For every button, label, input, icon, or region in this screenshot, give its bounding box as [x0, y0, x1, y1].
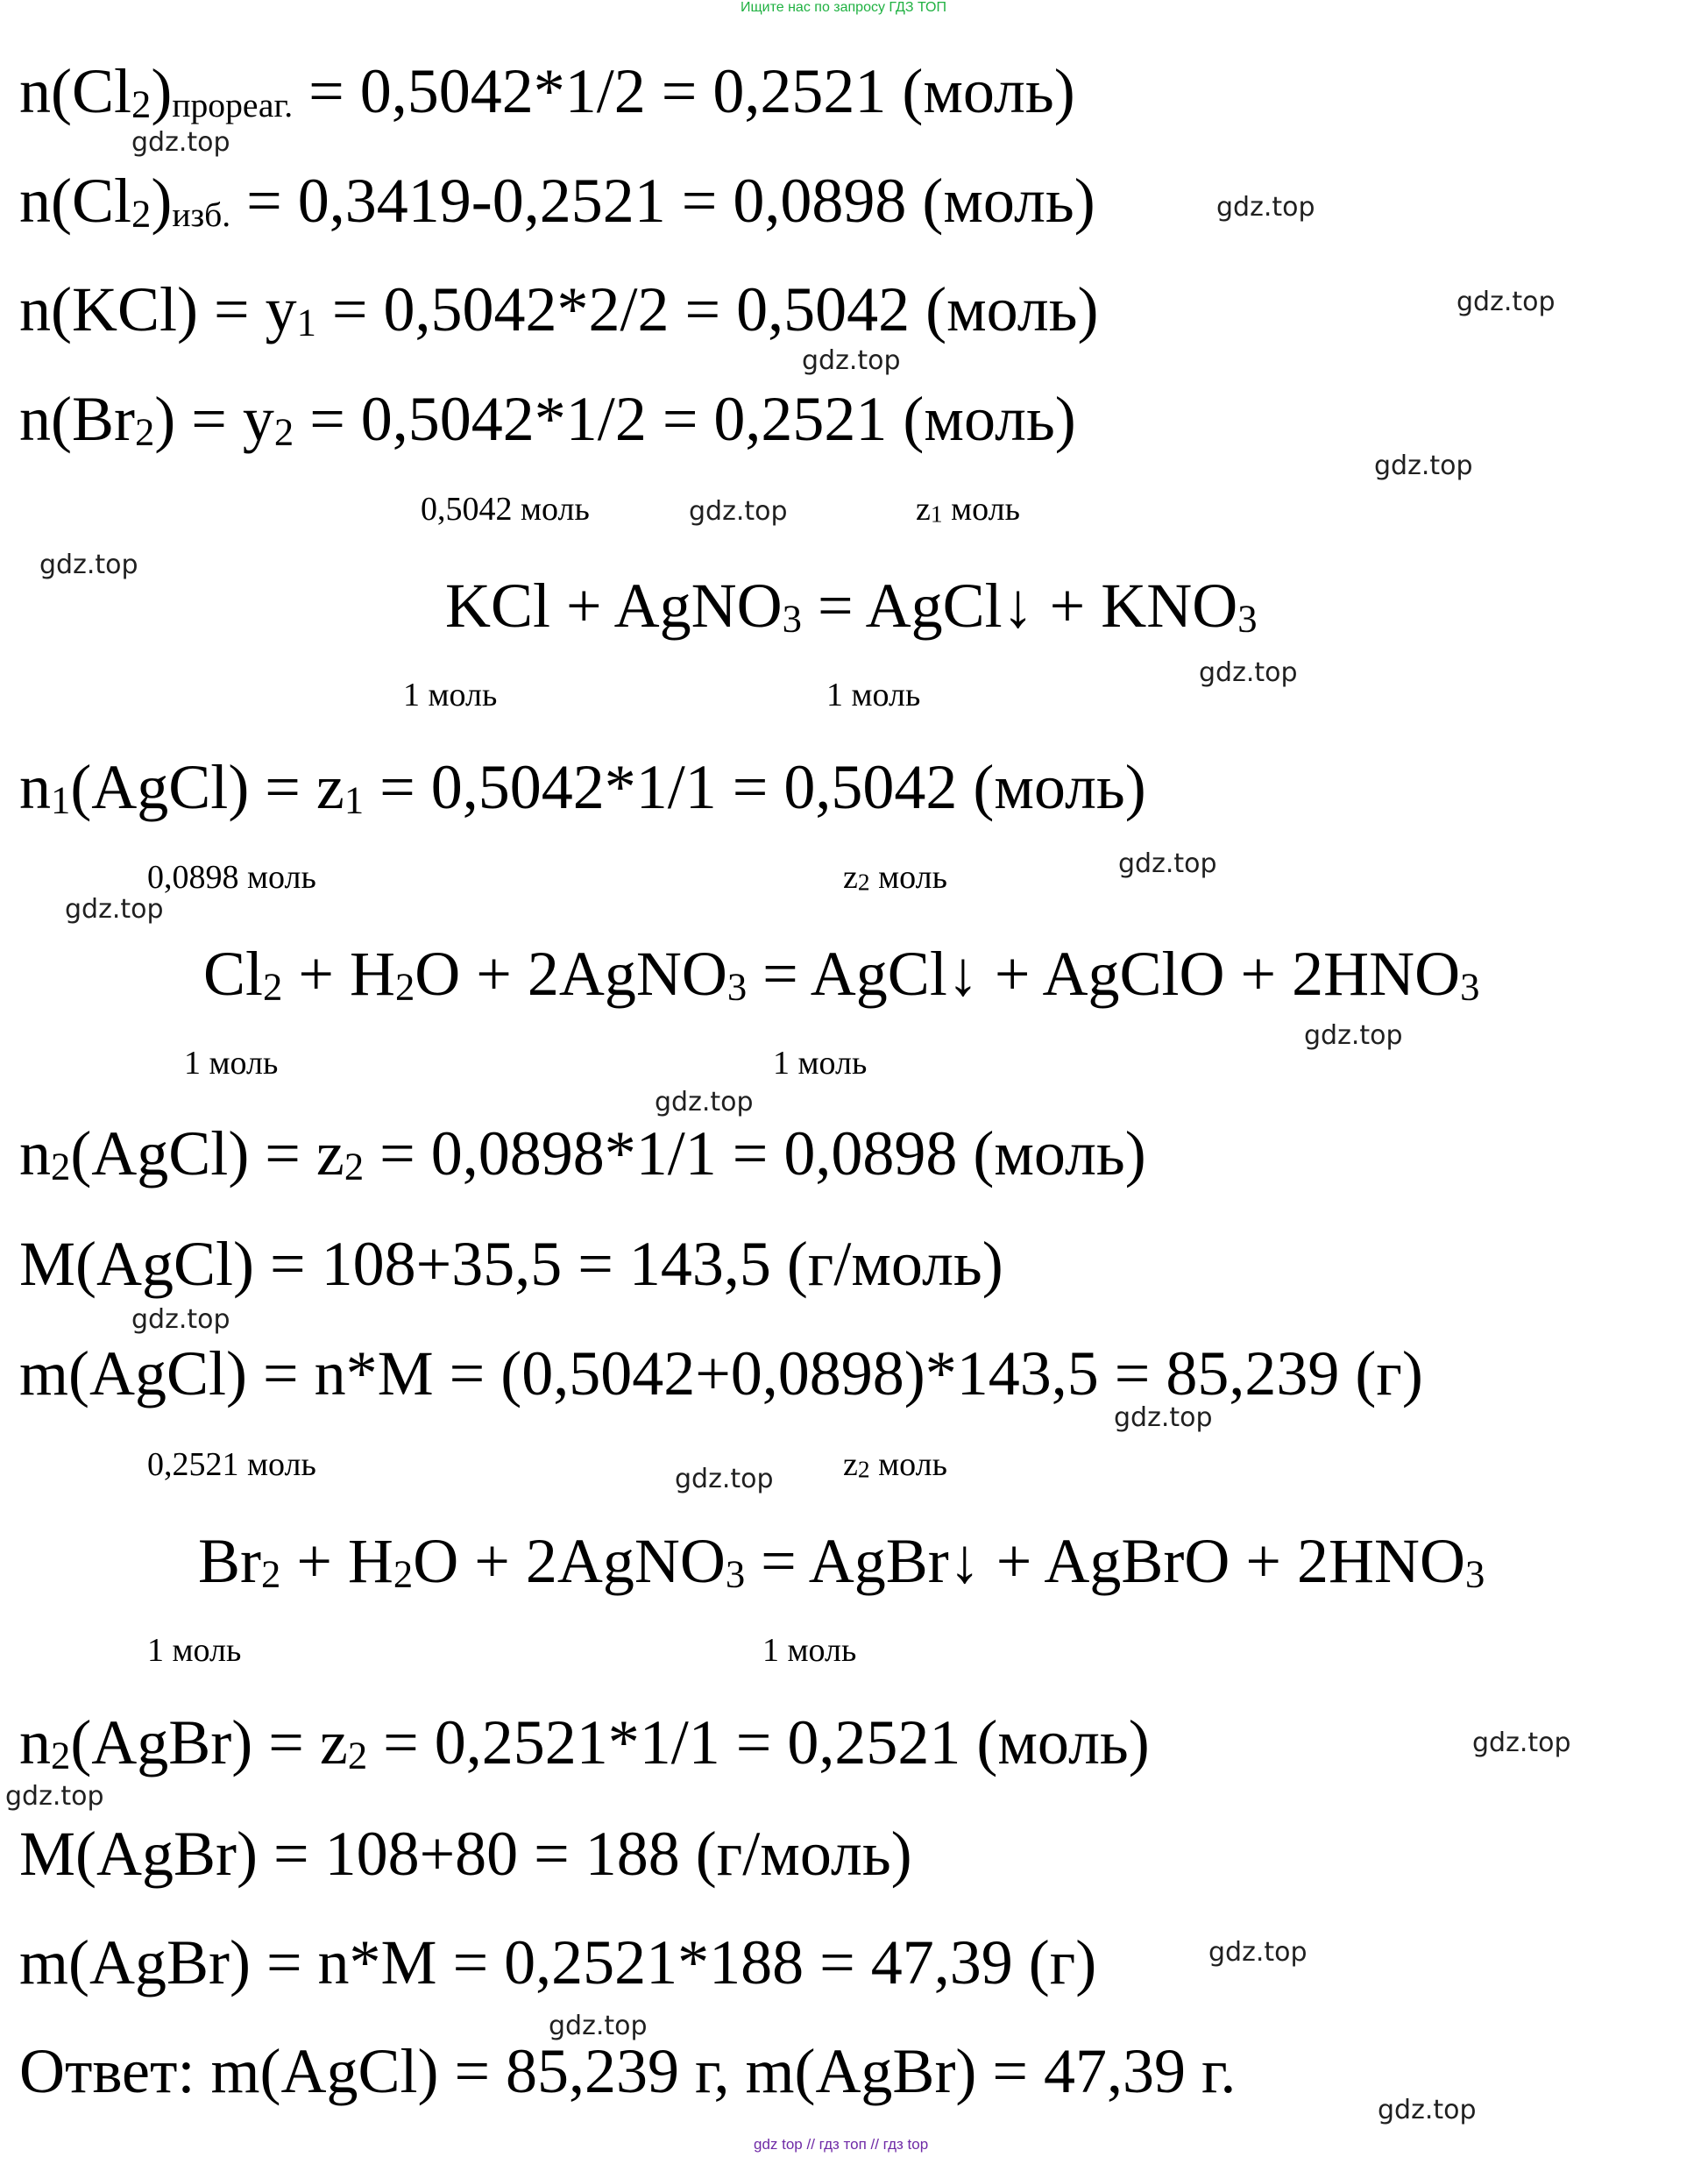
subscript: 2 — [263, 964, 283, 1009]
watermark-text: gdz.top — [1216, 192, 1315, 223]
line-br2 — [19, 384, 1076, 454]
watermark-text: gdz.top — [1304, 1020, 1403, 1051]
subscript: 3 — [726, 964, 748, 1009]
r1-coef-bottom-right: 1 моль — [826, 677, 921, 713]
subscript: 3 — [1237, 596, 1258, 641]
subscript: 1 — [930, 500, 943, 528]
subscript: 1 — [296, 300, 316, 344]
line-part: (AgBr) = z — [70, 1707, 348, 1777]
subscript-label: изб. — [172, 195, 231, 234]
line-part: n(KCl) = y — [19, 274, 297, 344]
answer-line: Ответ: m(AgCl) = 85,239 г, m(AgBr) = 47,39 г. — [19, 2036, 1237, 2106]
line-cl2-excess — [19, 166, 1095, 236]
eq-part: + H — [280, 1526, 393, 1596]
line-part: = 0,5042*1/2 = 0,2521 (моль) — [294, 384, 1076, 454]
r1-coef-top-right — [916, 493, 1020, 526]
subscript-label: прореаг. — [172, 85, 294, 124]
line-part: (AgCl) = z — [70, 1118, 344, 1188]
line-part: n — [19, 1707, 51, 1777]
line-part: = 0,2521*1/1 = 0,2521 (моль) — [367, 1707, 1150, 1777]
subscript: 1 — [51, 777, 71, 822]
line-part: = 0,5042*1/1 = 0,5042 (моль) — [364, 752, 1146, 822]
eq-part: O + 2AgNO — [413, 1526, 726, 1596]
reaction-3-equation — [198, 1526, 1485, 1596]
line-part: ) = y — [154, 384, 274, 454]
r1-coef-top-left: 0,5042 моль — [421, 491, 590, 528]
r2-coef-top-right — [843, 861, 947, 894]
eq-part: = AgCl↓ + AgClO + 2HNO — [747, 939, 1461, 1009]
line-n1-agcl — [19, 752, 1146, 822]
eq-part: = AgBr↓ + AgBrO + 2HNO — [745, 1526, 1465, 1596]
line-n2-agbr — [19, 1707, 1150, 1777]
line-part: = 0,5042*2/2 = 0,5042 (моль) — [315, 274, 1099, 344]
watermark-text: gdz.top — [131, 1304, 230, 1335]
line-part: n(Cl — [19, 56, 132, 126]
coef-part: моль — [942, 491, 1020, 528]
subscript: 2 — [344, 1144, 365, 1188]
subscript: 2 — [261, 1551, 281, 1596]
watermark-text: gdz.top — [1456, 287, 1556, 317]
watermark-text: gdz.top — [802, 345, 901, 376]
eq-part: Br — [198, 1526, 261, 1596]
watermark-text: gdz.top — [549, 2011, 648, 2041]
line-part: ) — [151, 56, 173, 126]
watermark-text: gdz.top — [1208, 1937, 1308, 1968]
line-cl2-reacted — [19, 56, 1075, 126]
watermark-text: gdz.top — [655, 1087, 754, 1118]
subscript: 3 — [1460, 964, 1480, 1009]
r3-coef-bottom-right: 1 моль — [762, 1632, 857, 1669]
line-part: n(Cl — [19, 166, 132, 236]
eq-part: + H — [282, 939, 395, 1009]
r2-coef-bottom-right: 1 моль — [773, 1045, 868, 1082]
line-part: ) — [151, 166, 173, 236]
site-footer-text: gdz top // гдз топ // гдз top — [754, 2136, 929, 2153]
line-n2-agcl — [19, 1118, 1146, 1188]
eq-part: Cl — [203, 939, 264, 1009]
watermark-text: gdz.top — [1118, 848, 1217, 879]
coef-part: моль — [869, 859, 947, 896]
coef-part: моль — [869, 1446, 947, 1483]
line-kcl — [19, 274, 1099, 344]
site-header-text: Ищите нас по запросу ГДЗ ТОП — [741, 0, 946, 15]
line-part: (AgCl) = z — [70, 752, 344, 822]
watermark-text: gdz.top — [675, 1464, 774, 1494]
subscript: 2 — [394, 964, 415, 1009]
r3-coef-top-right — [843, 1448, 947, 1481]
line-mass-agcl: m(AgCl) = n*M = (0,5042+0,0898)*143,5 = 85,239 (г) — [19, 1338, 1423, 1408]
watermark-text: gdz.top — [1472, 1728, 1571, 1758]
r2-coef-top-left: 0,0898 моль — [147, 859, 316, 896]
reaction-2-equation — [203, 939, 1480, 1009]
subscript: 2 — [51, 1733, 71, 1777]
watermark-text: gdz.top — [1378, 2095, 1477, 2125]
watermark-text: gdz.top — [689, 496, 788, 527]
subscript: 2 — [134, 409, 155, 454]
line-part: n(Br — [19, 384, 135, 454]
watermark-text: gdz.top — [5, 1781, 104, 1812]
r3-coef-top-left: 0,2521 моль — [147, 1446, 316, 1483]
line-mass-agbr: m(AgBr) = n*M = 0,2521*188 = 47,39 (г) — [19, 1927, 1097, 1997]
reaction-1-equation — [445, 571, 1258, 641]
watermark-text: gdz.top — [65, 894, 164, 925]
eq-part: KCl + AgNO — [445, 571, 783, 641]
line-part: = 0,5042*1/2 = 0,2521 (моль) — [293, 56, 1075, 126]
subscript: 2 — [273, 409, 294, 454]
subscript: 2 — [857, 1456, 870, 1483]
subscript: 2 — [131, 191, 152, 236]
coef-part: z — [916, 491, 931, 528]
r3-coef-bottom-left: 1 моль — [147, 1632, 242, 1669]
subscript: 3 — [782, 596, 802, 641]
subscript: 3 — [1465, 1551, 1485, 1596]
line-part: n — [19, 752, 51, 822]
eq-part: = AgCl↓ + KNO — [801, 571, 1238, 641]
line-molar-mass-agcl: M(AgCl) = 108+35,5 = 143,5 (г/моль) — [19, 1229, 1003, 1299]
subscript: 2 — [393, 1551, 414, 1596]
watermark-text: gdz.top — [1199, 657, 1298, 688]
subscript: 3 — [725, 1551, 746, 1596]
line-part: = 0,3419-0,2521 = 0,0898 (моль) — [230, 166, 1095, 236]
eq-part: O + 2AgNO — [415, 939, 727, 1009]
watermark-text: gdz.top — [1114, 1402, 1213, 1433]
watermark-text: gdz.top — [131, 127, 230, 158]
r2-coef-bottom-left: 1 моль — [184, 1045, 279, 1082]
r1-coef-bottom-left: 1 моль — [403, 677, 498, 713]
line-part: n — [19, 1118, 51, 1188]
subscript: 2 — [131, 82, 152, 126]
watermark-text: gdz.top — [1374, 451, 1473, 481]
subscript: 2 — [51, 1144, 71, 1188]
line-molar-mass-agbr: M(AgBr) = 108+80 = 188 (г/моль) — [19, 1819, 912, 1889]
watermark-text: gdz.top — [39, 550, 138, 580]
subscript: 1 — [344, 777, 365, 822]
coef-part: z — [843, 859, 858, 896]
line-part: = 0,0898*1/1 = 0,0898 (моль) — [364, 1118, 1146, 1188]
coef-part: z — [843, 1446, 858, 1483]
subscript: 2 — [857, 869, 870, 896]
subscript: 2 — [347, 1733, 368, 1777]
